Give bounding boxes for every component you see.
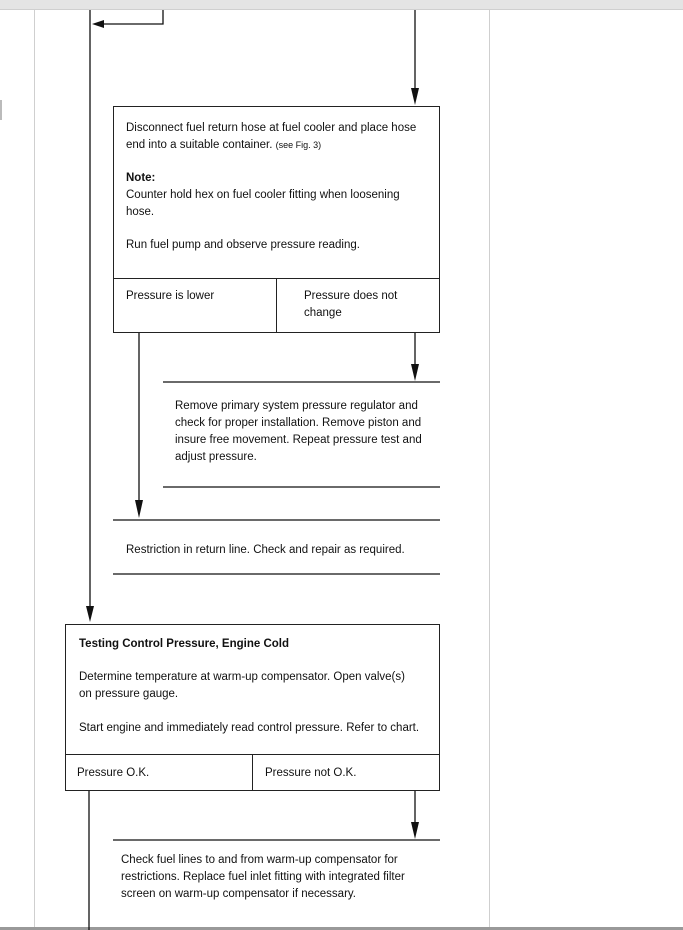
step1-outcome-nochange-1: Pressure does not	[304, 290, 398, 302]
step1-outcome-split	[276, 278, 277, 333]
top-return-connector	[96, 10, 163, 24]
control-outcome-split	[252, 754, 253, 791]
step1-line1: Disconnect fuel return hose at fuel cooler and place hose	[126, 122, 417, 134]
regulator-line1: Remove primary system pressure regulator and	[175, 400, 418, 412]
regulator-line2: check for proper installation. Remove piston and	[175, 417, 422, 429]
step1-fig-ref: (see Fig. 3)	[275, 140, 322, 150]
step1-outcome-lower: Pressure is lower	[126, 290, 215, 302]
fuel-lines-line3: screen on warm-up compensator if necessary.	[121, 888, 356, 900]
step1-action: Run fuel pump and observe pressure reading.	[126, 239, 360, 251]
restriction-text: Restriction in return line. Check and repair as required.	[126, 544, 405, 556]
step1-note-line1: Counter hold hex on fuel cooler fitting when loosening	[126, 189, 400, 201]
control-outcome-ok: Pressure O.K.	[77, 767, 150, 779]
control-pressure-line1: Determine temperature at warm-up compensator. Open valve(s)	[79, 671, 405, 683]
step1-line2: end into a suitable container.	[126, 139, 273, 151]
step1-outcome-nochange-2: change	[304, 307, 342, 319]
fuel-lines-line2: restrictions. Replace fuel inlet fitting with integrated filter	[121, 871, 405, 883]
control-pressure-title: Testing Control Pressure, Engine Cold	[79, 638, 290, 650]
fuel-lines-line1: Check fuel lines to and from warm-up compensator for	[121, 854, 398, 866]
control-outcome-not-ok: Pressure not O.K.	[265, 767, 357, 779]
control-pressure-line3: Start engine and immediately read control pressure. Refer to chart.	[79, 722, 420, 734]
step1-note-label: Note:	[126, 172, 156, 184]
step1-line2-wrap	[126, 137, 321, 154]
regulator-line3: insure free movement. Repeat pressure test and	[175, 434, 422, 446]
regulator-line4: adjust pressure.	[175, 451, 257, 463]
step1-note-line2: hose.	[126, 206, 155, 218]
control-pressure-line2: on pressure gauge.	[79, 688, 179, 700]
